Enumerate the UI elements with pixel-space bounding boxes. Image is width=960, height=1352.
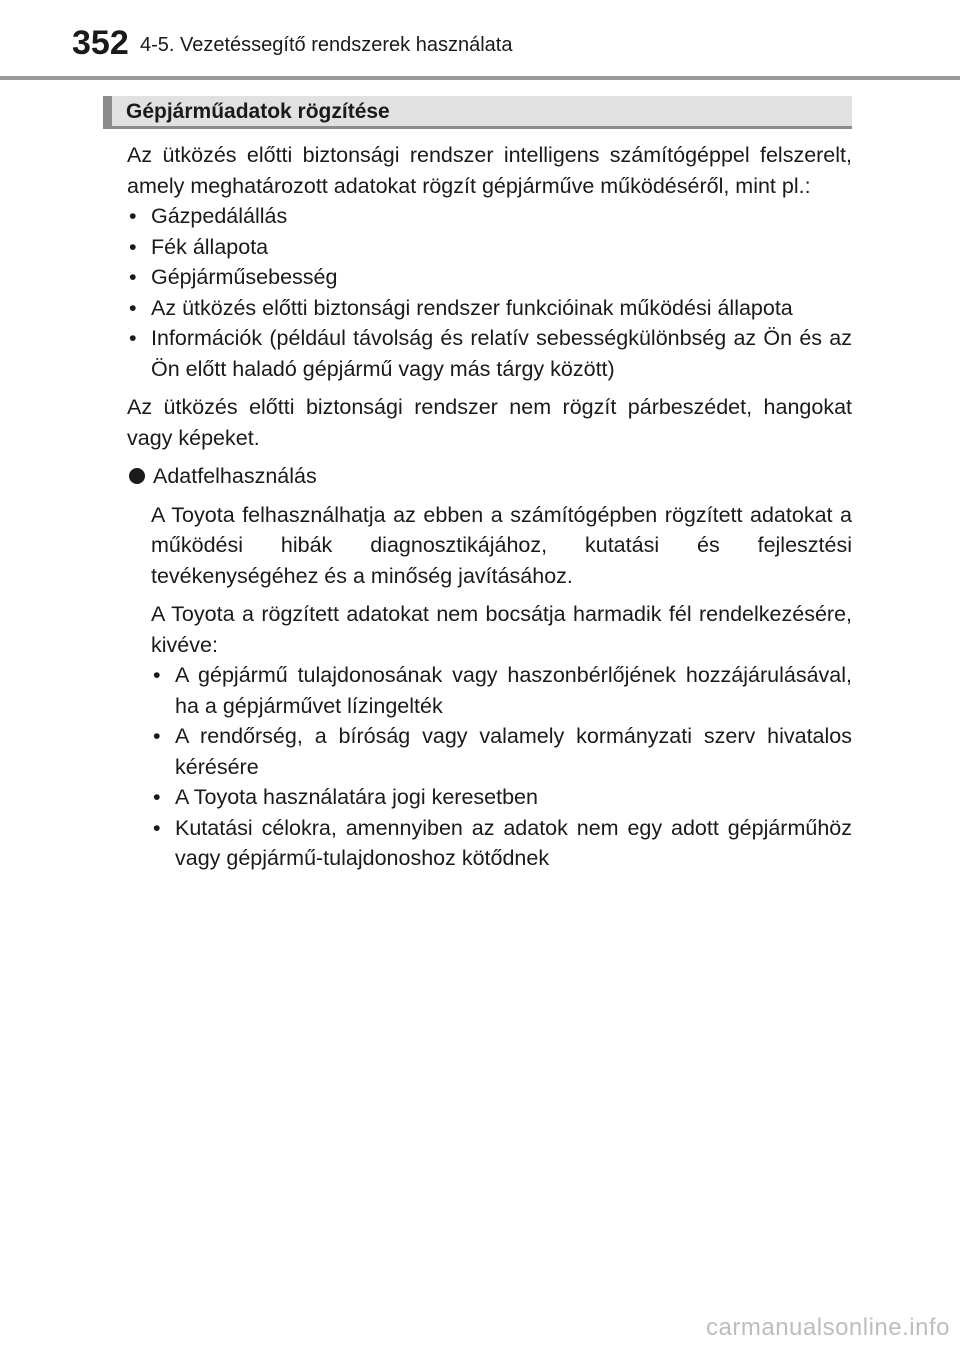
list-item: • Kutatási célokra, amennyiben az adatok nem egy adott gépjárműhöz vagy gépjármű-tulajdonoshoz kötődnek [151,813,852,874]
usage-paragraph-1: A Toyota felhasználhatja az ebben a számítógépben rögzített adatokat a működési hibák diagnosztikájához, kutatási és fejlesztési tevékenységéhez és a minőség javításához. [151,502,852,588]
recorded-items-list [127,201,852,384]
list-item: • Az ütközés előtti biztonsági rendszer funkcióinak működési állapota [127,293,852,324]
list-item: • Információk (például távolság és relatív sebességkülönbség az Ön és az Ön előtt haladó gépjármű vagy más tárgy között) [127,323,852,384]
exceptions-list [151,660,852,874]
list-item: • Fék állapota [127,232,852,263]
usage-title: Adatfelhasználás [153,464,317,488]
list-item: • A gépjármű tulajdonosának vagy haszonbérlőjének hozzájárulásával, ha a gépjárművet lízingelték [151,660,852,721]
section-body [127,140,852,874]
usage-heading [127,461,852,492]
list-item: • Gázpedálállás [127,201,852,232]
intro-paragraph: Az ütközés előtti biztonsági rendszer intelligens számítógéppel felszerelt, amely meghatározott adatokat rögzít gépjárműve működéséről, mint pl.: [127,143,852,198]
page-number: 352 [72,24,129,62]
not-recorded-paragraph: Az ütközés előtti biztonsági rendszer nem rögzít párbeszédet, hangokat vagy képeket. [127,395,852,450]
list-item: • A rendőrség, a bíróság vagy valamely kormányzati szerv hivatalos kérésére [151,721,852,782]
watermark: carmanualsonline.info [706,1314,950,1341]
chapter-title: 4-5. Vezetéssegítő rendszerek használata [140,34,513,56]
usage-block [127,500,852,874]
usage-paragraph-2: A Toyota a rögzített adatokat nem bocsátja harmadik fél rendelkezésére, kivéve: [151,602,852,657]
header-divider [0,76,960,80]
section-heading-label: Gépjárműadatok rögzítése [126,100,390,123]
list-item: • A Toyota használatára jogi keresetben [151,782,852,813]
filled-circle-icon [129,468,145,484]
list-item: • Gépjárműsebesség [127,262,852,293]
section-heading [103,96,852,129]
